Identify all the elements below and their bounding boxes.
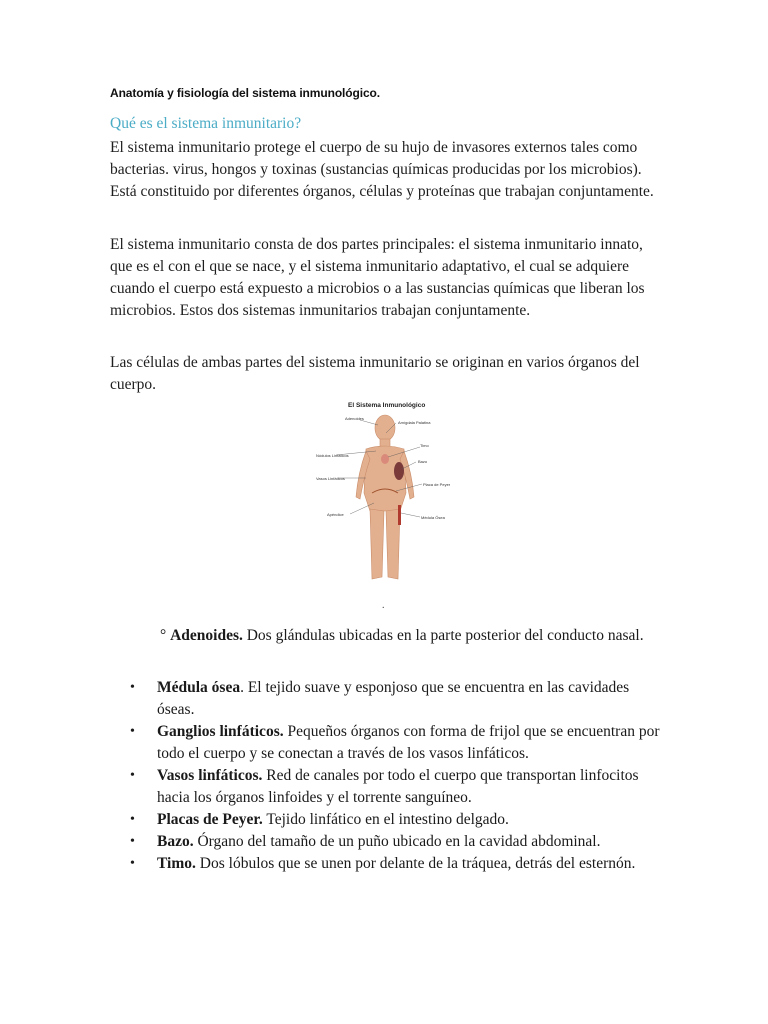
adenoid-text: Dos glándulas ubicadas en la parte posterior del conducto nasal.	[242, 627, 644, 644]
paragraph-intro: El sistema inmunitario protege el cuerpo de su hujo de invasores externos tales como bacterias. virus, hongos y toxinas (sustancias químicas producidas por los microbios). Está constituido por diferentes órganos, células y proteínas que trabajan conjuntamente.	[110, 139, 654, 200]
label-bazo: Bazo	[418, 459, 428, 464]
list-item	[110, 677, 660, 721]
list-item	[110, 765, 660, 809]
label-medula: Médula Ósea	[421, 515, 445, 520]
label-amigdala: Amígdala Palatina	[398, 420, 431, 425]
label-adenoides: Adenoides	[345, 416, 364, 421]
immune-system-figure	[302, 393, 462, 593]
bullet: •	[130, 680, 135, 695]
list-item	[110, 853, 660, 875]
bullet: •	[130, 856, 135, 871]
bullet: •	[130, 768, 135, 783]
spleen-mark	[394, 462, 404, 480]
figure-caption-mark: .	[382, 600, 385, 611]
paragraph-cells: Las células de ambas partes del sistema inmunitario se originan en varios órganos del cuerpo.	[110, 354, 640, 393]
label-apendice: Apéndice	[327, 512, 344, 517]
item-term: Médula ósea	[157, 679, 241, 696]
bone-marrow-mark	[398, 505, 401, 525]
bullet: •	[130, 834, 135, 849]
label-vasos: Vasos Linfáticos	[316, 476, 345, 481]
item-term: Bazo.	[157, 833, 194, 850]
item-text: Pequeños órganos con forma de frijol que se encuentran por todo el cuerpo y se conectan a través de los vasos linfáticos.	[157, 723, 660, 762]
adenoid-term: Adenoides.	[170, 627, 243, 644]
paragraph-parts: El sistema inmunitario consta de dos partes principales: el sistema inmunitario innato, que es el con el que se nace, y el sistema inmunitario adaptativo, el cual se adquiere cuando el cuerpo está expuesto a microbios o a las sustancias químicas que liberan los microbios. Estos dos sistemas inmunitarios trabajan conjuntamente.	[110, 236, 645, 319]
item-text: Dos lóbulos que se unen por delante de la tráquea, detrás del esternón.	[195, 855, 636, 872]
adenoid-paragraph	[110, 625, 655, 647]
item-term: Placas de Peyer.	[157, 811, 263, 828]
item-text: Red de canales por todo el cuerpo que transportan linfocitos hacia los órganos linfoides y el torrente sanguíneo.	[157, 767, 639, 806]
degree-marker: °	[160, 627, 167, 644]
bullet: •	[130, 724, 135, 739]
item-term: Vasos linfáticos.	[157, 767, 263, 784]
label-timo: Timo	[420, 443, 429, 448]
label-placa: Placa de Peyer	[423, 482, 451, 487]
item-term: Timo.	[157, 855, 196, 872]
list-item	[110, 721, 660, 765]
bullet: •	[130, 812, 135, 827]
thymus-mark	[381, 454, 389, 464]
item-term: Ganglios linfáticos.	[157, 723, 284, 740]
body-silhouette	[356, 415, 414, 579]
document-title: Anatomía y fisiología del sistema inmunológico.	[110, 86, 381, 100]
item-text: Tejido linfático en el intestino delgado.	[262, 811, 509, 828]
list-item	[110, 831, 660, 853]
item-text: . El tejido suave y esponjoso que se encuentra en las cavidades óseas.	[157, 679, 630, 718]
figure-title: El Sistema Inmunológico	[348, 402, 426, 409]
organ-list	[110, 677, 660, 875]
body-illustration	[302, 393, 462, 593]
section-heading: Qué es el sistema inmunitario?	[110, 115, 302, 132]
label-nodulos: Nódulos Linfáticos	[316, 453, 349, 458]
item-text: Órgano del tamaño de un puño ubicado en la cavidad abdominal.	[193, 833, 601, 850]
list-item	[110, 809, 660, 831]
